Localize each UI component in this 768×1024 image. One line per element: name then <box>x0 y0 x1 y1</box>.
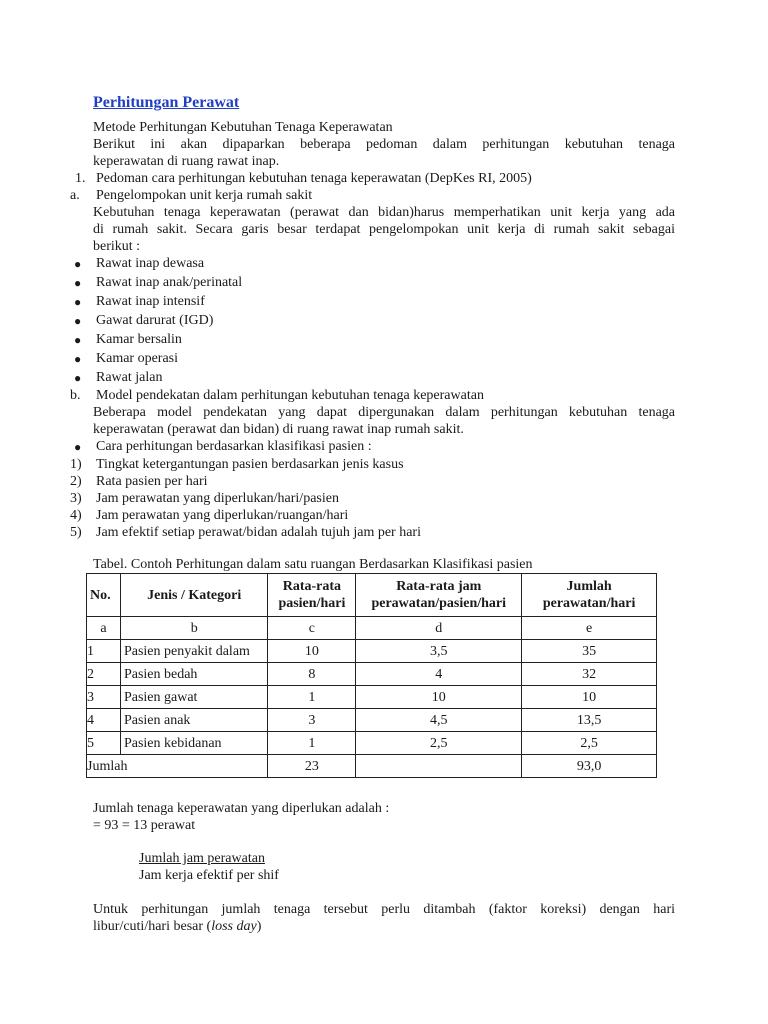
header-cell-category: Jenis / Kategori <box>120 574 267 617</box>
criteria-text: Tingkat ketergantungan pasien berdasarkan jenis kasus <box>96 457 404 472</box>
intro-paragraph <box>93 136 675 170</box>
bullet-icon: ● <box>74 333 82 347</box>
list-item: Rawat jalan <box>96 370 163 385</box>
item-b-paragraph <box>93 404 675 438</box>
list-item: Rawat inap dewasa <box>96 256 205 271</box>
table-cell: Pasien gawat <box>120 686 267 709</box>
criteria-marker: 2) <box>70 474 82 489</box>
loss-day-text: loss day <box>211 919 257 934</box>
criteria-text: Rata pasien per hari <box>96 474 208 489</box>
item-1-text: Pedoman cara perhitungan kebutuhan tenaga keperawatan (DepKes RI, 2005) <box>96 171 532 186</box>
bullet-icon: ● <box>74 314 82 328</box>
table-cell: 10 <box>356 686 522 709</box>
criteria-text: Jam efektif setiap perawat/bidan adalah tujuh jam per hari <box>96 525 421 540</box>
table-cell: 4,5 <box>356 709 522 732</box>
table-cell: 10 <box>268 640 356 663</box>
table-total-row <box>87 755 657 778</box>
classification-table <box>86 573 657 778</box>
bullet-icon: ● <box>74 295 82 309</box>
closing-line: Untuk perhitungan jumlah tenaga tersebut perlu ditambah (faktor koreksi) dengan hari <box>93 902 675 917</box>
criteria-text: Jam perawatan yang diperlukan/hari/pasien <box>96 491 339 506</box>
table-letter-row <box>87 617 657 640</box>
list-item: Rawat inap intensif <box>96 294 205 309</box>
item-1-marker: 1. <box>75 171 86 186</box>
table-cell: 8 <box>268 663 356 686</box>
formula-numerator: Jumlah jam perawatan <box>139 851 265 866</box>
table-cell: 5 <box>87 732 121 755</box>
intro-line: keperawatan di ruang rawat inap. <box>93 154 280 169</box>
bullet-icon: ● <box>74 276 82 290</box>
item-a-paragraph <box>93 204 675 255</box>
header-cell-total-hours: Jumlah perawatan/hari <box>522 574 657 617</box>
list-item: Kamar bersalin <box>96 332 182 347</box>
table-cell: c <box>268 617 356 640</box>
criteria-marker: 5) <box>70 525 82 540</box>
table-cell: 4 <box>87 709 121 732</box>
item-a-line: berikut : <box>93 239 141 254</box>
closing-paragraph <box>93 901 675 935</box>
header-cell-avg-patients: Rata-rata pasien/hari <box>268 574 356 617</box>
table-cell: a <box>87 617 121 640</box>
list-item: Gawat darurat (IGD) <box>96 313 214 328</box>
page-title: Perhitungan Perawat <box>93 94 240 111</box>
header-cell-avg-hours: Rata-rata jam perawatan/pasien/hari <box>356 574 522 617</box>
bullet-icon: ● <box>74 440 82 454</box>
header-cell-no: No. <box>87 574 121 617</box>
table-cell: Pasien anak <box>120 709 267 732</box>
table-cell: 4 <box>356 663 522 686</box>
result-equation: = 93 = 13 perawat <box>93 818 196 833</box>
method-bullet-text: Cara perhitungan berdasarkan klasifikasi pasien : <box>96 439 372 454</box>
table-row <box>87 709 657 732</box>
total-cell: 23 <box>268 755 356 778</box>
table-cell: 2 <box>87 663 121 686</box>
total-label-cell: Jumlah <box>87 755 268 778</box>
table-row <box>87 663 657 686</box>
table-cell: 1 <box>268 732 356 755</box>
item-b-line: keperawatan (perawat dan bidan) di ruang rawat inap rumah sakit. <box>93 422 464 437</box>
item-a-marker: a. <box>70 188 80 203</box>
table-cell: 3,5 <box>356 640 522 663</box>
table-cell: b <box>120 617 267 640</box>
intro-line: Berikut ini akan dipaparkan beberapa pedoman dalam perhitungan kebutuhan tenaga <box>93 137 675 152</box>
bullet-icon: ● <box>74 371 82 385</box>
table-cell: 1 <box>268 686 356 709</box>
total-cell <box>356 755 522 778</box>
item-a-text: Pengelompokan unit kerja rumah sakit <box>96 188 313 203</box>
item-b-text: Model pendekatan dalam perhitungan kebutuhan tenaga keperawatan <box>96 388 484 403</box>
closing-line: libur/cuti/hari besar (loss day) <box>93 919 262 934</box>
intro-heading: Metode Perhitungan Kebutuhan Tenaga Keperawatan <box>93 120 393 135</box>
bullet-icon: ● <box>74 352 82 366</box>
table-cell: 3 <box>268 709 356 732</box>
criteria-marker: 4) <box>70 508 82 523</box>
list-item: Kamar operasi <box>96 351 179 366</box>
table-cell: d <box>356 617 522 640</box>
table-header-row <box>87 574 657 617</box>
table-cell: 1 <box>87 640 121 663</box>
table-cell: e <box>522 617 657 640</box>
table-cell: 2,5 <box>356 732 522 755</box>
table-row <box>87 640 657 663</box>
table-cell: Pasien bedah <box>120 663 267 686</box>
table-row <box>87 732 657 755</box>
table-cell: 13,5 <box>522 709 657 732</box>
formula-denominator: Jam kerja efektif per shif <box>139 868 279 883</box>
table-caption: Tabel. Contoh Perhitungan dalam satu ruangan Berdasarkan Klasifikasi pasien <box>93 557 533 572</box>
result-line: Jumlah tenaga keperawatan yang diperlukan adalah : <box>93 801 390 816</box>
criteria-marker: 1) <box>70 457 82 472</box>
item-b-line: Beberapa model pendekatan yang dapat dipergunakan dalam perhitungan kebutuhan tenaga <box>93 405 675 420</box>
table-cell: Pasien penyakit dalam <box>120 640 267 663</box>
item-b-marker: b. <box>70 388 81 403</box>
table-cell: 3 <box>87 686 121 709</box>
table-cell: 10 <box>522 686 657 709</box>
bullet-icon: ● <box>74 257 82 271</box>
table-cell: Pasien kebidanan <box>120 732 267 755</box>
table-row <box>87 686 657 709</box>
table-cell: 32 <box>522 663 657 686</box>
table-cell: 2,5 <box>522 732 657 755</box>
list-item: Rawat inap anak/perinatal <box>96 275 243 290</box>
item-a-line: Kebutuhan tenaga keperawatan (perawat dan bidan)harus memperhatikan unit kerja yang ada <box>93 205 675 220</box>
criteria-text: Jam perawatan yang diperlukan/ruangan/hari <box>96 508 349 523</box>
total-cell: 93,0 <box>522 755 657 778</box>
table-cell: 35 <box>522 640 657 663</box>
item-a-line: di rumah sakit. Secara garis besar terdapat pengelompokan unit kerja di rumah sakit sebagai <box>93 222 675 237</box>
criteria-marker: 3) <box>70 491 82 506</box>
